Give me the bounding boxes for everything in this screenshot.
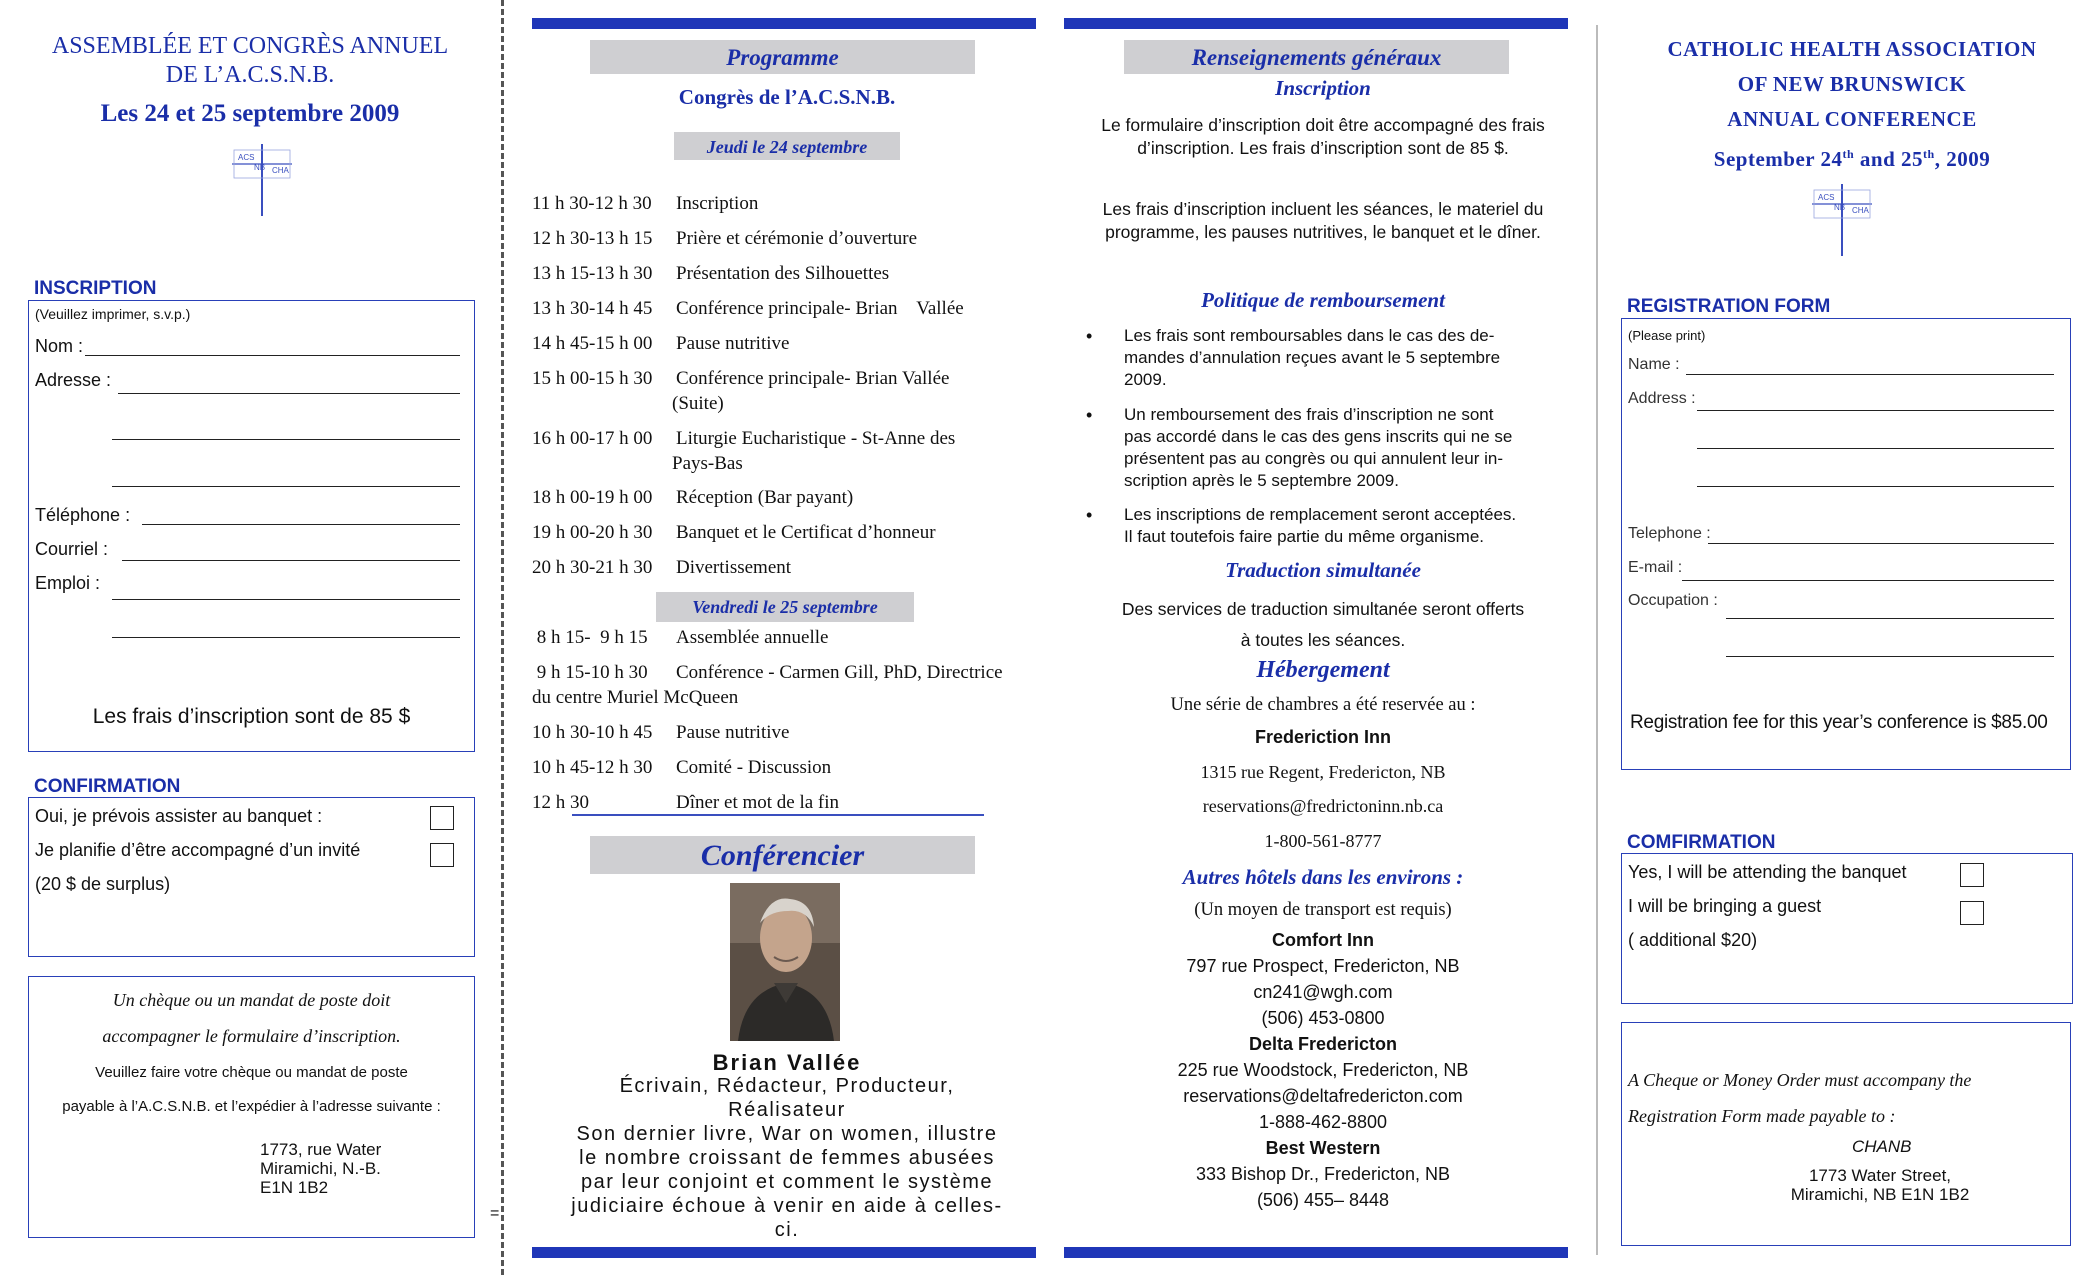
right-fee-text: Registration fee for this year’s conference is $85.00 xyxy=(1630,712,2048,733)
comfort-address: 797 rue Prospect, Fredericton, NB xyxy=(1186,956,1460,976)
hotel-address: 1315 rue Regent, Fredericton, NB xyxy=(1200,762,1446,782)
telephone-field[interactable] xyxy=(142,524,460,525)
schedule-time: 8 h 15- 9 h 15 xyxy=(532,627,648,648)
association-logo xyxy=(226,140,298,218)
schedule-time: 9 h 15-10 h 30 xyxy=(532,662,648,683)
right-title-line1: CATHOLIC HEALTH ASSOCIATION xyxy=(1667,37,2037,61)
courriel-field[interactable] xyxy=(122,560,460,561)
schedule-row xyxy=(532,193,758,215)
right-address-line2: Miramichi, NB E1N 1B2 xyxy=(1790,1185,1970,1204)
program-top-bar xyxy=(532,18,1036,29)
schedule-row xyxy=(532,792,839,814)
registration-form xyxy=(1621,318,2071,770)
svg-text:ACS: ACS xyxy=(238,153,255,162)
adresse-field-3[interactable] xyxy=(112,486,460,487)
schedule-description-cont: (Suite) xyxy=(672,393,724,414)
right-dates-sup-1: th xyxy=(1842,147,1855,161)
left-fee-text: Les frais d’inscription sont de 85 $ xyxy=(92,705,411,728)
comfort-phone: (506) 453-0800 xyxy=(1261,1008,1385,1028)
courriel-label: Courriel : xyxy=(35,539,109,559)
right-dates-part-b: and 25 xyxy=(1854,147,1924,171)
right-address-line1: 1773 Water Street, xyxy=(1808,1166,1952,1185)
schedule-time: 20 h 30-21 h 30 xyxy=(532,557,653,578)
schedule-description: Prière et cérémonie d’ouverture xyxy=(676,228,918,249)
program-title: Programme xyxy=(590,40,975,74)
right-payment-line2: Registration Form made payable to : xyxy=(1628,1106,1896,1126)
additional-fee-label: ( additional $20) xyxy=(1628,930,1758,950)
schedule-row xyxy=(532,627,828,649)
right-title-line3: ANNUAL CONFERENCE xyxy=(1727,107,1977,131)
emploi-field-1[interactable] xyxy=(112,599,460,600)
program-bottom-bar xyxy=(532,1247,1036,1258)
occupation-label: Occupation : xyxy=(1628,592,1718,609)
name-field[interactable] xyxy=(1686,374,2054,375)
info-title: Renseignements généraux xyxy=(1124,40,1509,74)
schedule-description: Divertissement xyxy=(676,557,792,578)
schedule-description: Comité - Discussion xyxy=(676,757,832,778)
schedule-time: 12 h 30 xyxy=(532,792,589,813)
lodging-intro: Une série de chambres a été reservée au : xyxy=(1170,695,1476,715)
schedule-description: Réception (Bar payant) xyxy=(676,487,854,508)
left-dates: Les 24 et 25 septembre 2009 xyxy=(100,100,400,127)
schedule-description: Inscription xyxy=(676,193,759,214)
schedule-time: 12 h 30-13 h 15 xyxy=(532,228,653,249)
schedule-row xyxy=(532,757,831,779)
schedule-description: Conférence principale- Brian Vallée xyxy=(676,368,950,389)
schedule-time: 15 h 00-15 h 30 xyxy=(532,368,653,389)
schedule-row xyxy=(532,522,936,544)
schedule-description-cont: du centre Muriel McQueen xyxy=(532,687,739,708)
speaker-bio-1: Son dernier livre, War on women, illustre xyxy=(576,1123,998,1145)
emploi-label: Emploi : xyxy=(35,573,101,593)
hotel-phone: 1-800-561-8777 xyxy=(1264,831,1382,851)
schedule-description: Assemblée annuelle xyxy=(676,627,829,648)
right-dates xyxy=(1616,137,2088,177)
emploi-field-2[interactable] xyxy=(112,637,460,638)
right-title-line2: OF NEW BRUNSWICK xyxy=(1737,72,1967,96)
info-inscription: Inscription xyxy=(1275,76,1371,100)
speaker-bio-4: judiciaire échoue à venir en aide à celles- xyxy=(571,1195,1003,1217)
schedule-row xyxy=(532,557,791,579)
comfort-email: cn241@wgh.com xyxy=(1253,982,1393,1002)
schedule-row xyxy=(532,298,964,320)
program-subtitle: Congrès de l’A.C.S.N.B. xyxy=(678,85,896,109)
refund-bullet-2-line4: scription après le 5 septembre 2009. xyxy=(1124,471,1399,490)
name-label: Name : xyxy=(1628,356,1680,373)
svg-text:ACS: ACS xyxy=(1818,193,1835,202)
translation-line2: à toutes les séances. xyxy=(1240,630,1406,650)
payment-line2: accompagner le formulaire d’inscription. xyxy=(102,1026,401,1046)
schedule-row xyxy=(532,662,1003,684)
refund-bullet-2-line3: présentent pas au congrès ou qui annulent leur in- xyxy=(1124,449,1503,468)
schedule-time: 13 h 15-13 h 30 xyxy=(532,263,653,284)
occupation-field-1[interactable] xyxy=(1726,618,2054,619)
delta-email: reservations@deltafredericton.com xyxy=(1183,1086,1463,1106)
inscription-form xyxy=(28,300,475,752)
occupation-field-2[interactable] xyxy=(1726,656,2054,657)
info-top-bar xyxy=(1064,18,1568,29)
refund-bullet-3-line1: • Les inscriptions de remplacement seront acceptées. xyxy=(1124,505,1517,524)
schedule-time: 10 h 45-12 h 30 xyxy=(532,757,653,778)
svg-text:CHA: CHA xyxy=(1852,206,1869,215)
speaker-heading: Conférencier xyxy=(590,836,975,874)
best-name: Best Western xyxy=(1265,1138,1381,1158)
fold-mark: = xyxy=(490,1205,500,1222)
payment-line3: Veuillez faire votre chèque ou mandat de poste xyxy=(95,1064,408,1081)
confirm-banquet-checkbox[interactable] xyxy=(430,806,454,830)
schedule-time: 19 h 00-20 h 30 xyxy=(532,522,653,543)
telephone-label-en: Telephone : xyxy=(1628,525,1711,542)
address-field-3[interactable] xyxy=(1697,486,2054,487)
delta-address: 225 rue Woodstock, Fredericton, NB xyxy=(1177,1060,1469,1080)
schedule-time: 14 h 45-15 h 00 xyxy=(532,333,653,354)
speaker-bio-3: par leur conjoint et comment le système xyxy=(581,1171,993,1193)
refund-bullet-1-line1: • Les frais sont remboursables dans le cas des de- xyxy=(1124,326,1495,345)
schedule-time: 18 h 00-19 h 00 xyxy=(532,487,653,508)
refund-bullet-3-line2: Il faut toutefois faire partie du même organisme. xyxy=(1124,527,1485,546)
adresse-label: Adresse : xyxy=(35,370,112,390)
translation-heading: Traduction simultanée xyxy=(1225,558,1421,582)
refund-bullet-1 xyxy=(1124,325,1574,391)
schedule-time: 16 h 00-17 h 00 xyxy=(532,428,653,449)
attend-banquet-checkbox[interactable] xyxy=(1960,863,1984,887)
schedule-row xyxy=(532,263,889,285)
schedule-description: Conférence principale- Brian Vallée xyxy=(676,298,964,319)
svg-text:NB: NB xyxy=(1834,203,1846,212)
comfort-name: Comfort Inn xyxy=(1272,930,1374,950)
day2-banner: Vendredi le 25 septembre xyxy=(656,592,914,622)
payment-line1: Un chèque ou un mandat de poste doit xyxy=(112,990,391,1010)
schedule-time: 10 h 30-10 h 45 xyxy=(532,722,653,743)
schedule-description: Pause nutritive xyxy=(676,722,790,743)
speaker-roles-2: Réalisateur xyxy=(728,1099,846,1121)
best-address: 333 Bishop Dr., Fredericton, NB xyxy=(1195,1164,1451,1184)
schedule-time: 11 h 30-12 h 30 xyxy=(532,193,652,214)
lodging-heading: Hébergement xyxy=(1256,657,1390,683)
other-hotels-heading: Autres hôtels dans les environs : xyxy=(1182,865,1464,889)
schedule-description: Pause nutritive xyxy=(676,333,790,354)
schedule-time: 13 h 30-14 h 45 xyxy=(532,298,653,319)
adresse-field-2[interactable] xyxy=(112,439,460,440)
payment-line4: payable à l’A.C.S.N.B. et l’expédier à l’adresse suivante : xyxy=(62,1098,441,1115)
registration-heading: REGISTRATION FORM xyxy=(1627,296,1831,317)
schedule-description-cont: Pays-Bas xyxy=(672,453,743,474)
speaker-name: Brian Vallée xyxy=(712,1050,862,1075)
confirm-guest-label: Je planifie d’être accompagné d’un invité xyxy=(35,840,361,860)
program-divider xyxy=(572,814,984,816)
left-address-line2: Miramichi, N.-B. xyxy=(260,1159,381,1178)
inscription-heading: INSCRIPTION xyxy=(34,278,157,299)
speaker-photo xyxy=(730,883,840,1041)
confirm-extra-label: (20 $ de surplus) xyxy=(35,874,171,894)
hotel-email: reservations@fredrictoninn.nb.ca xyxy=(1202,796,1444,816)
left-address-line1: 1773, rue Water xyxy=(260,1140,382,1159)
payee: CHANB xyxy=(1852,1137,1912,1156)
left-address-line3: E1N 1B2 xyxy=(260,1178,329,1197)
fold-line-left xyxy=(501,0,504,1275)
bring-guest-label: I will be bringing a guest xyxy=(1628,896,1822,916)
confirm-banquet-label: Oui, je prévois assister au banquet : xyxy=(35,806,323,826)
email-label: E-mail : xyxy=(1628,559,1683,576)
translation-line1: Des services de traduction simultanée seront offerts xyxy=(1121,599,1525,619)
right-confirmation-heading: COMFIRMATION xyxy=(1627,832,1776,853)
refund-bullet-2-line1: • Un remboursement des frais d’inscription ne sont xyxy=(1124,405,1494,424)
best-phone: (506) 455– 8448 xyxy=(1256,1190,1390,1210)
delta-name: Delta Fredericton xyxy=(1248,1034,1398,1054)
attend-banquet-label: Yes, I will be attending the banquet xyxy=(1628,862,1907,882)
schedule-row xyxy=(532,428,955,450)
nom-field[interactable] xyxy=(85,355,460,356)
schedule-row xyxy=(532,228,917,250)
speaker-bio-5: ci. xyxy=(774,1219,800,1241)
left-confirmation-heading: CONFIRMATION xyxy=(34,776,181,797)
refund-bullet-2 xyxy=(1124,404,1574,492)
svg-text:CHA: CHA xyxy=(272,166,289,175)
right-print-note: (Please print) xyxy=(1628,328,1706,343)
left-title-line2: DE L’A.C.S.N.B. xyxy=(165,62,335,88)
hotel-name: Frederiction Inn xyxy=(1254,727,1391,747)
right-dates-part-a: September 24 xyxy=(1713,147,1843,171)
day1-banner: Jeudi le 24 septembre xyxy=(674,132,900,160)
fold-line-right xyxy=(1596,25,1598,1255)
schedule-description: Banquet et le Certificat d’honneur xyxy=(676,522,936,543)
speaker-bio-2: le nombre croissant de femmes abusées xyxy=(579,1147,995,1169)
address-field-1[interactable] xyxy=(1697,410,2054,411)
nom-label: Nom : xyxy=(35,336,84,356)
info-para1-line2: d’inscription. Les frais d’inscription sont de 85 $. xyxy=(1137,138,1509,158)
refund-bullet-2-line2: pas accordé dans le cas des gens inscrits qui ne se xyxy=(1124,427,1513,446)
refund-bullet-3 xyxy=(1124,504,1574,548)
info-para2-line1: Les frais d’inscription incluent les séances, le materiel du xyxy=(1102,199,1544,219)
schedule-description: Dîner et mot de la fin xyxy=(676,792,840,813)
speaker-roles-1: Écrivain, Rédacteur, Producteur, xyxy=(619,1075,955,1097)
refund-bullet-1-line2: mandes d’annulation reçues avant le 5 septembre xyxy=(1124,348,1501,367)
telephone-field-en[interactable] xyxy=(1708,543,2054,544)
print-note: (Veuillez imprimer, s.v.p.) xyxy=(35,306,191,322)
schedule-description: Conférence - Carmen Gill, PhD, Directrice xyxy=(676,662,1003,683)
address-field-2[interactable] xyxy=(1697,448,2054,449)
info-para2-line2: programme, les pauses nutritives, le banquet et le dîner. xyxy=(1105,222,1541,242)
refund-bullet-1-line3: 2009. xyxy=(1124,370,1167,389)
telephone-label: Téléphone : xyxy=(35,505,131,525)
other-hotels-note: (Un moyen de transport est requis) xyxy=(1194,900,1452,920)
right-dates-part-c: , 2009 xyxy=(1934,147,1991,171)
info-para1-line1: Le formulaire d’inscription doit être accompagné des frais xyxy=(1101,115,1545,135)
right-payment-box xyxy=(1621,1022,2071,1246)
schedule-row xyxy=(532,722,789,744)
bring-guest-checkbox[interactable] xyxy=(1960,901,1984,925)
svg-text:NB: NB xyxy=(254,163,266,172)
left-title-line1: ASSEMBLÉE ET CONGRÈS ANNUEL xyxy=(51,33,449,59)
refund-heading: Politique de remboursement xyxy=(1201,288,1445,312)
info-bottom-bar xyxy=(1064,1247,1568,1258)
adresse-field-1[interactable] xyxy=(118,393,460,394)
schedule-row xyxy=(532,333,789,355)
association-logo-right xyxy=(1806,180,1878,258)
delta-phone: 1-888-462-8800 xyxy=(1258,1112,1388,1132)
right-payment-line1: A Cheque or Money Order must accompany the xyxy=(1628,1070,1972,1090)
email-field[interactable] xyxy=(1682,580,2054,581)
right-dates-sup-2: th xyxy=(1923,147,1935,161)
address-label: Address : xyxy=(1628,390,1696,407)
schedule-description: Liturgie Eucharistique - St-Anne des xyxy=(676,428,956,449)
schedule-row xyxy=(532,368,949,390)
schedule-row xyxy=(532,487,853,509)
schedule-description: Présentation des Silhouettes xyxy=(676,263,890,284)
confirm-guest-checkbox[interactable] xyxy=(430,843,454,867)
